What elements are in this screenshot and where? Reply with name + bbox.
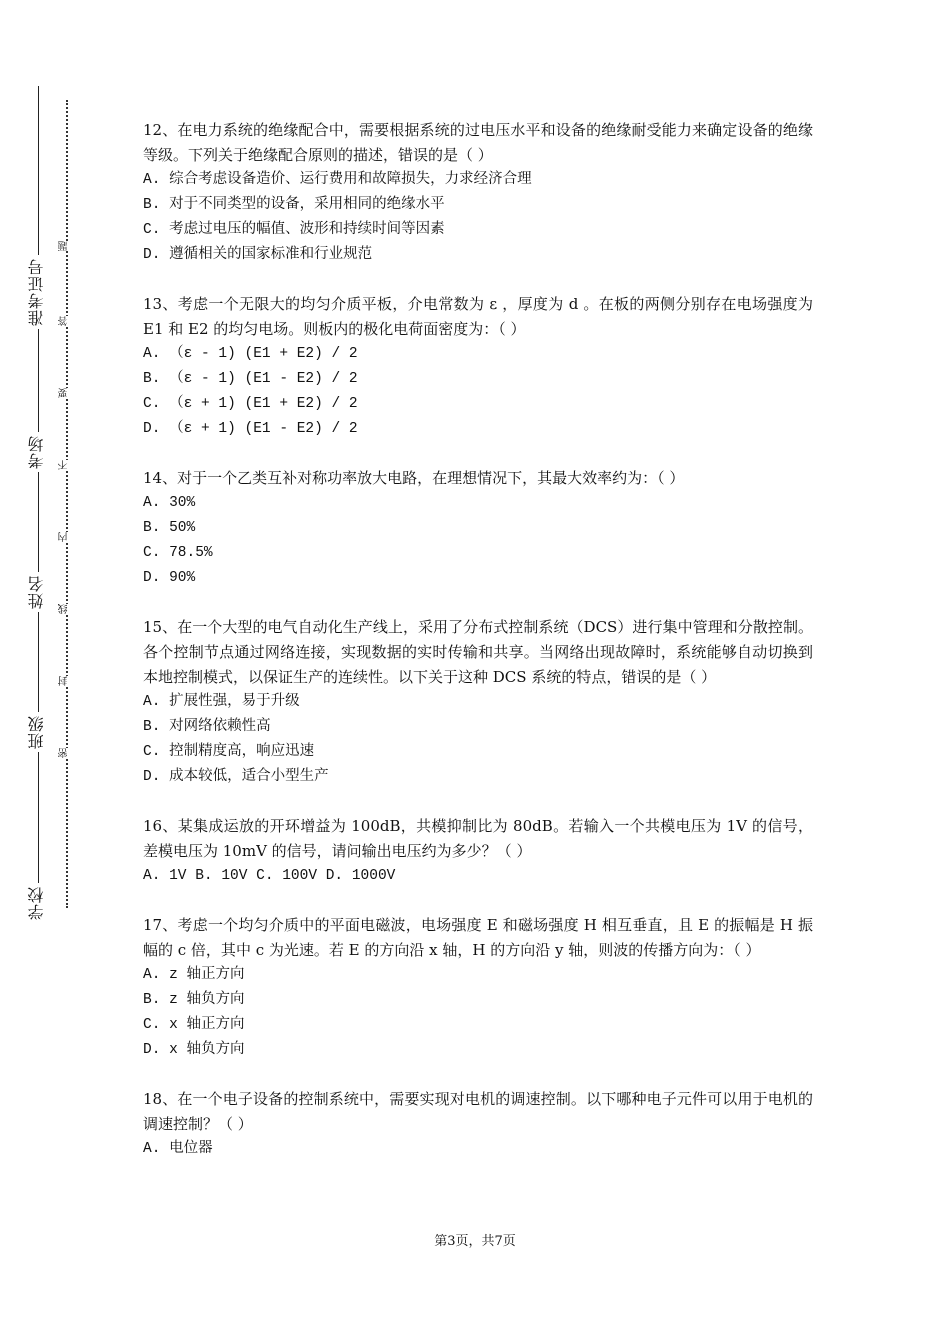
option-a: A. 综合考虑设备造价、运行费用和故障损失，力求经济合理 [143, 172, 532, 188]
seal-char: 内 [58, 532, 74, 542]
option-c: C. x 轴正方向 [143, 1017, 245, 1033]
field-exam-number-label: 准考证号 [20, 255, 54, 329]
seal-char: 题 [58, 241, 74, 251]
field-name-label: 姓名 [20, 572, 54, 612]
seal-char: 答 [58, 316, 74, 326]
option-c: C. 控制精度高，响应迅速 [143, 744, 315, 760]
option-d: D. 90% [143, 570, 196, 586]
question-15 [143, 615, 813, 790]
question-stem: 18、在一个电子设备的控制系统中，需要实现对电机的调速控制。以下哪种电子元件可以用于电机的调速控制？（ ） [143, 1090, 813, 1133]
page-number: 第3页，共7页 [434, 1234, 516, 1249]
question-stem: 15、在一个大型的电气自动化生产线上，采用了分布式控制系统（DCS）进行集中管理和分散控制。各个控制节点通过网络连接，实现数据的实时传输和共享。当网络出现故障时，系统能够自动切换到本地控制模式，以保证生产的连续性。以下关于这种 DCS 系统的特点，错误的是（ ） [143, 618, 813, 686]
seal-char: 密 [58, 748, 74, 758]
seal-char: 不 [58, 460, 74, 470]
options-inline: A. 1V B. 10V C. 100V D. 1000V [143, 868, 396, 884]
option-a: A. 30% [143, 495, 196, 511]
option-d: D. x 轴负方向 [143, 1042, 245, 1058]
binding-dotted-line [66, 100, 68, 908]
question-13 [143, 292, 813, 442]
option-c: C. 78.5% [143, 545, 213, 561]
question-list [143, 118, 813, 1186]
question-stem: 16、某集成运放的开环增益为 100dB，共模抑制比为 80dB。若输入一个共模电压为 1V 的信号，差模电压为 10mV 的信号，请问输出电压约为多少？（ ） [143, 817, 813, 860]
option-d: D. （ε + 1) (E1 - E2) / 2 [143, 421, 358, 437]
question-18 [143, 1087, 813, 1162]
question-stem: 17、考虑一个均匀介质中的平面电磁波，电场强度 E 和磁场强度 H 相互垂直，且 E 的振幅是 H 振幅的 c 倍，其中 c 为光速。若 E 的方向沿 x 轴，H 的方向沿 y 轴，则波的传播方向为：（ ） [143, 916, 813, 959]
option-a: A. （ε - 1) (E1 + E2) / 2 [143, 346, 358, 362]
question-stem: 12、在电力系统的绝缘配合中，需要根据系统的过电压水平和设备的绝缘耐受能力来确定设备的绝缘等级。下列关于绝缘配合原则的描述，错误的是（ ） [143, 121, 813, 164]
option-a: A. z 轴正方向 [143, 967, 245, 983]
option-c: C. 考虑过电压的幅值、波形和持续时间等因素 [143, 222, 445, 238]
field-school-label: 学校 [20, 883, 54, 923]
option-b: B. 对于不同类型的设备，采用相同的绝缘水平 [143, 197, 445, 213]
option-b: B. 50% [143, 520, 196, 536]
option-d: D. 遵循相关的国家标准和行业规范 [143, 247, 373, 263]
binding-solid-line [38, 86, 39, 911]
question-stem: 13、考虑一个无限大的均匀介质平板，介电常数为 ε ，厚度为 d 。在板的两侧分别存在电场强度为 E1 和 E2 的均匀电场。则板内的极化电荷面密度为：（ ） [143, 295, 813, 338]
question-stem: 14、对于一个乙类互补对称功率放大电路，在理想情况下，其最大效率约为：（ ） [143, 469, 685, 487]
binding-margin [0, 0, 120, 1344]
option-a: A. 扩展性强，易于升级 [143, 694, 300, 710]
option-b: B. 对网络依赖性高 [143, 719, 271, 735]
field-class-label: 班级 [20, 712, 54, 752]
question-16 [143, 814, 813, 889]
option-b: B. （ε - 1) (E1 - E2) / 2 [143, 371, 358, 387]
option-a: A. 电位器 [143, 1141, 213, 1157]
question-14 [143, 466, 813, 591]
question-17 [143, 913, 813, 1063]
question-12 [143, 118, 813, 268]
seal-char: 要 [58, 388, 74, 398]
option-d: D. 成本较低，适合小型生产 [143, 769, 329, 785]
seal-char: 线 [58, 604, 74, 614]
field-exam-room-label: 考场 [20, 432, 54, 472]
option-c: C. （ε + 1) (E1 + E2) / 2 [143, 396, 358, 412]
option-b: B. z 轴负方向 [143, 992, 245, 1008]
seal-char: 封 [58, 676, 74, 686]
